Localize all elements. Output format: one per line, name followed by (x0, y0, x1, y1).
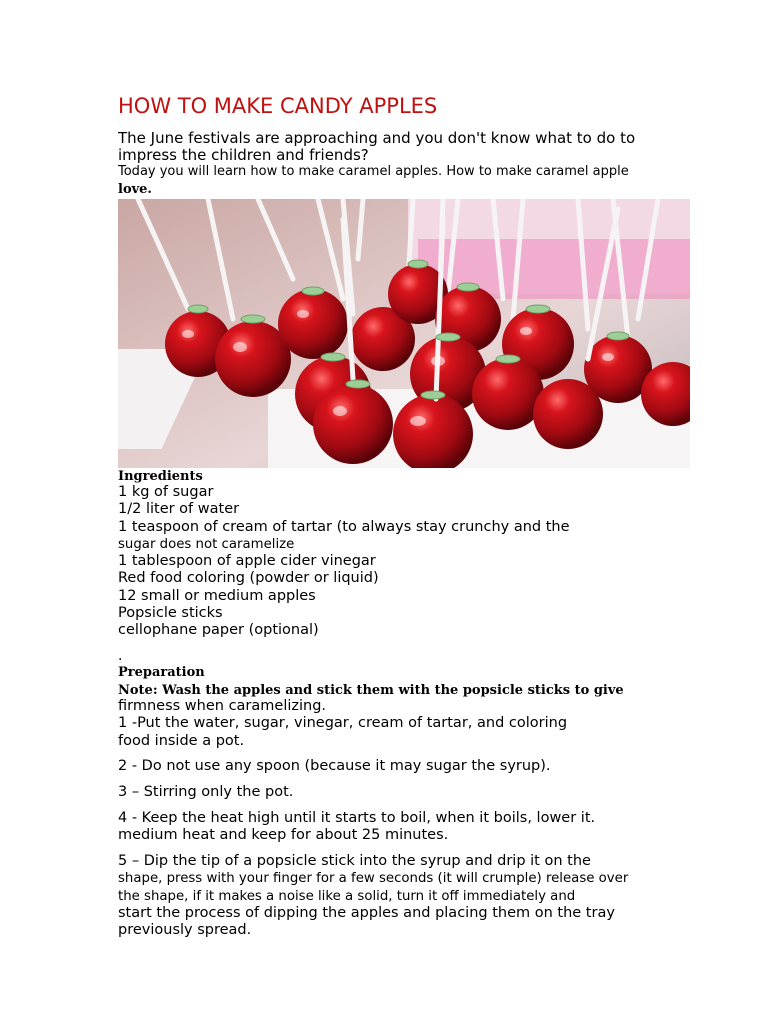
step-1-cont: food inside a pot. (118, 732, 245, 749)
step-1: 1 -Put the water, sugar, vinegar, cream of tartar, and coloring (118, 715, 568, 732)
step-5-cont-4: previously spread. (118, 922, 252, 939)
list-item: 1 teaspoon of cream of tartar (to always stay crunchy and the (118, 518, 570, 535)
step-5: 5 – Dip the tip of a popsicle stick into the syrup and drip it on the (118, 853, 591, 870)
candy-apples-illustration (118, 199, 690, 468)
list-item: 1 kg of sugar (118, 484, 214, 500)
ingredients-heading: Ingredients (118, 469, 203, 484)
list-item: 1 tablespoon of apple cider vinegar (118, 553, 376, 570)
intro-text-3: love. (118, 182, 152, 197)
note-continuation: firmness when caramelizing. (118, 698, 327, 714)
step-4-cont: medium heat and keep for about 25 minutes. (118, 827, 449, 844)
list-item: 12 small or medium apples (118, 587, 316, 604)
preparation-steps (118, 698, 698, 940)
step-4: 4 - Keep the heat high until it starts to boil, when it boils, lower it. (118, 809, 596, 826)
step-3: 3 – Stirring only the pot. (118, 784, 294, 801)
list-item: sugar does not caramelize (118, 536, 295, 552)
intro-text: The June festivals are approaching and you don't know what to do to impress the children and friends? (118, 129, 636, 164)
step-5-cont-3: start the process of dipping the apples and placing them on the tray (118, 904, 615, 921)
preparation-heading: Preparation (118, 665, 205, 680)
separator-dot: . (118, 648, 123, 664)
step-5-cont: shape, press with your finger for a few seconds (it will crumple) release over (118, 871, 629, 887)
preparation-note: Note: Wash the apples and stick them with the popsicle sticks to give (118, 683, 624, 698)
list-item: 1/2 liter of water (118, 501, 240, 518)
page-title: HOW TO MAKE CANDY APPLES (118, 94, 438, 118)
list-item: Red food coloring (powder or liquid) (118, 570, 379, 587)
intro-text-2: Today you will learn how to make caramel apples. How to make caramel apple (118, 164, 629, 179)
list-item: cellophane paper (optional) (118, 622, 319, 639)
step-5-cont-2: the shape, if it makes a noise like a solid, turn it off immediately and (118, 888, 576, 904)
step-2: 2 - Do not use any spoon (because it may sugar the syrup). (118, 758, 551, 775)
candy-apples-photo (118, 199, 690, 468)
list-item: Popsicle sticks (118, 605, 223, 622)
ingredients-list (118, 484, 678, 640)
